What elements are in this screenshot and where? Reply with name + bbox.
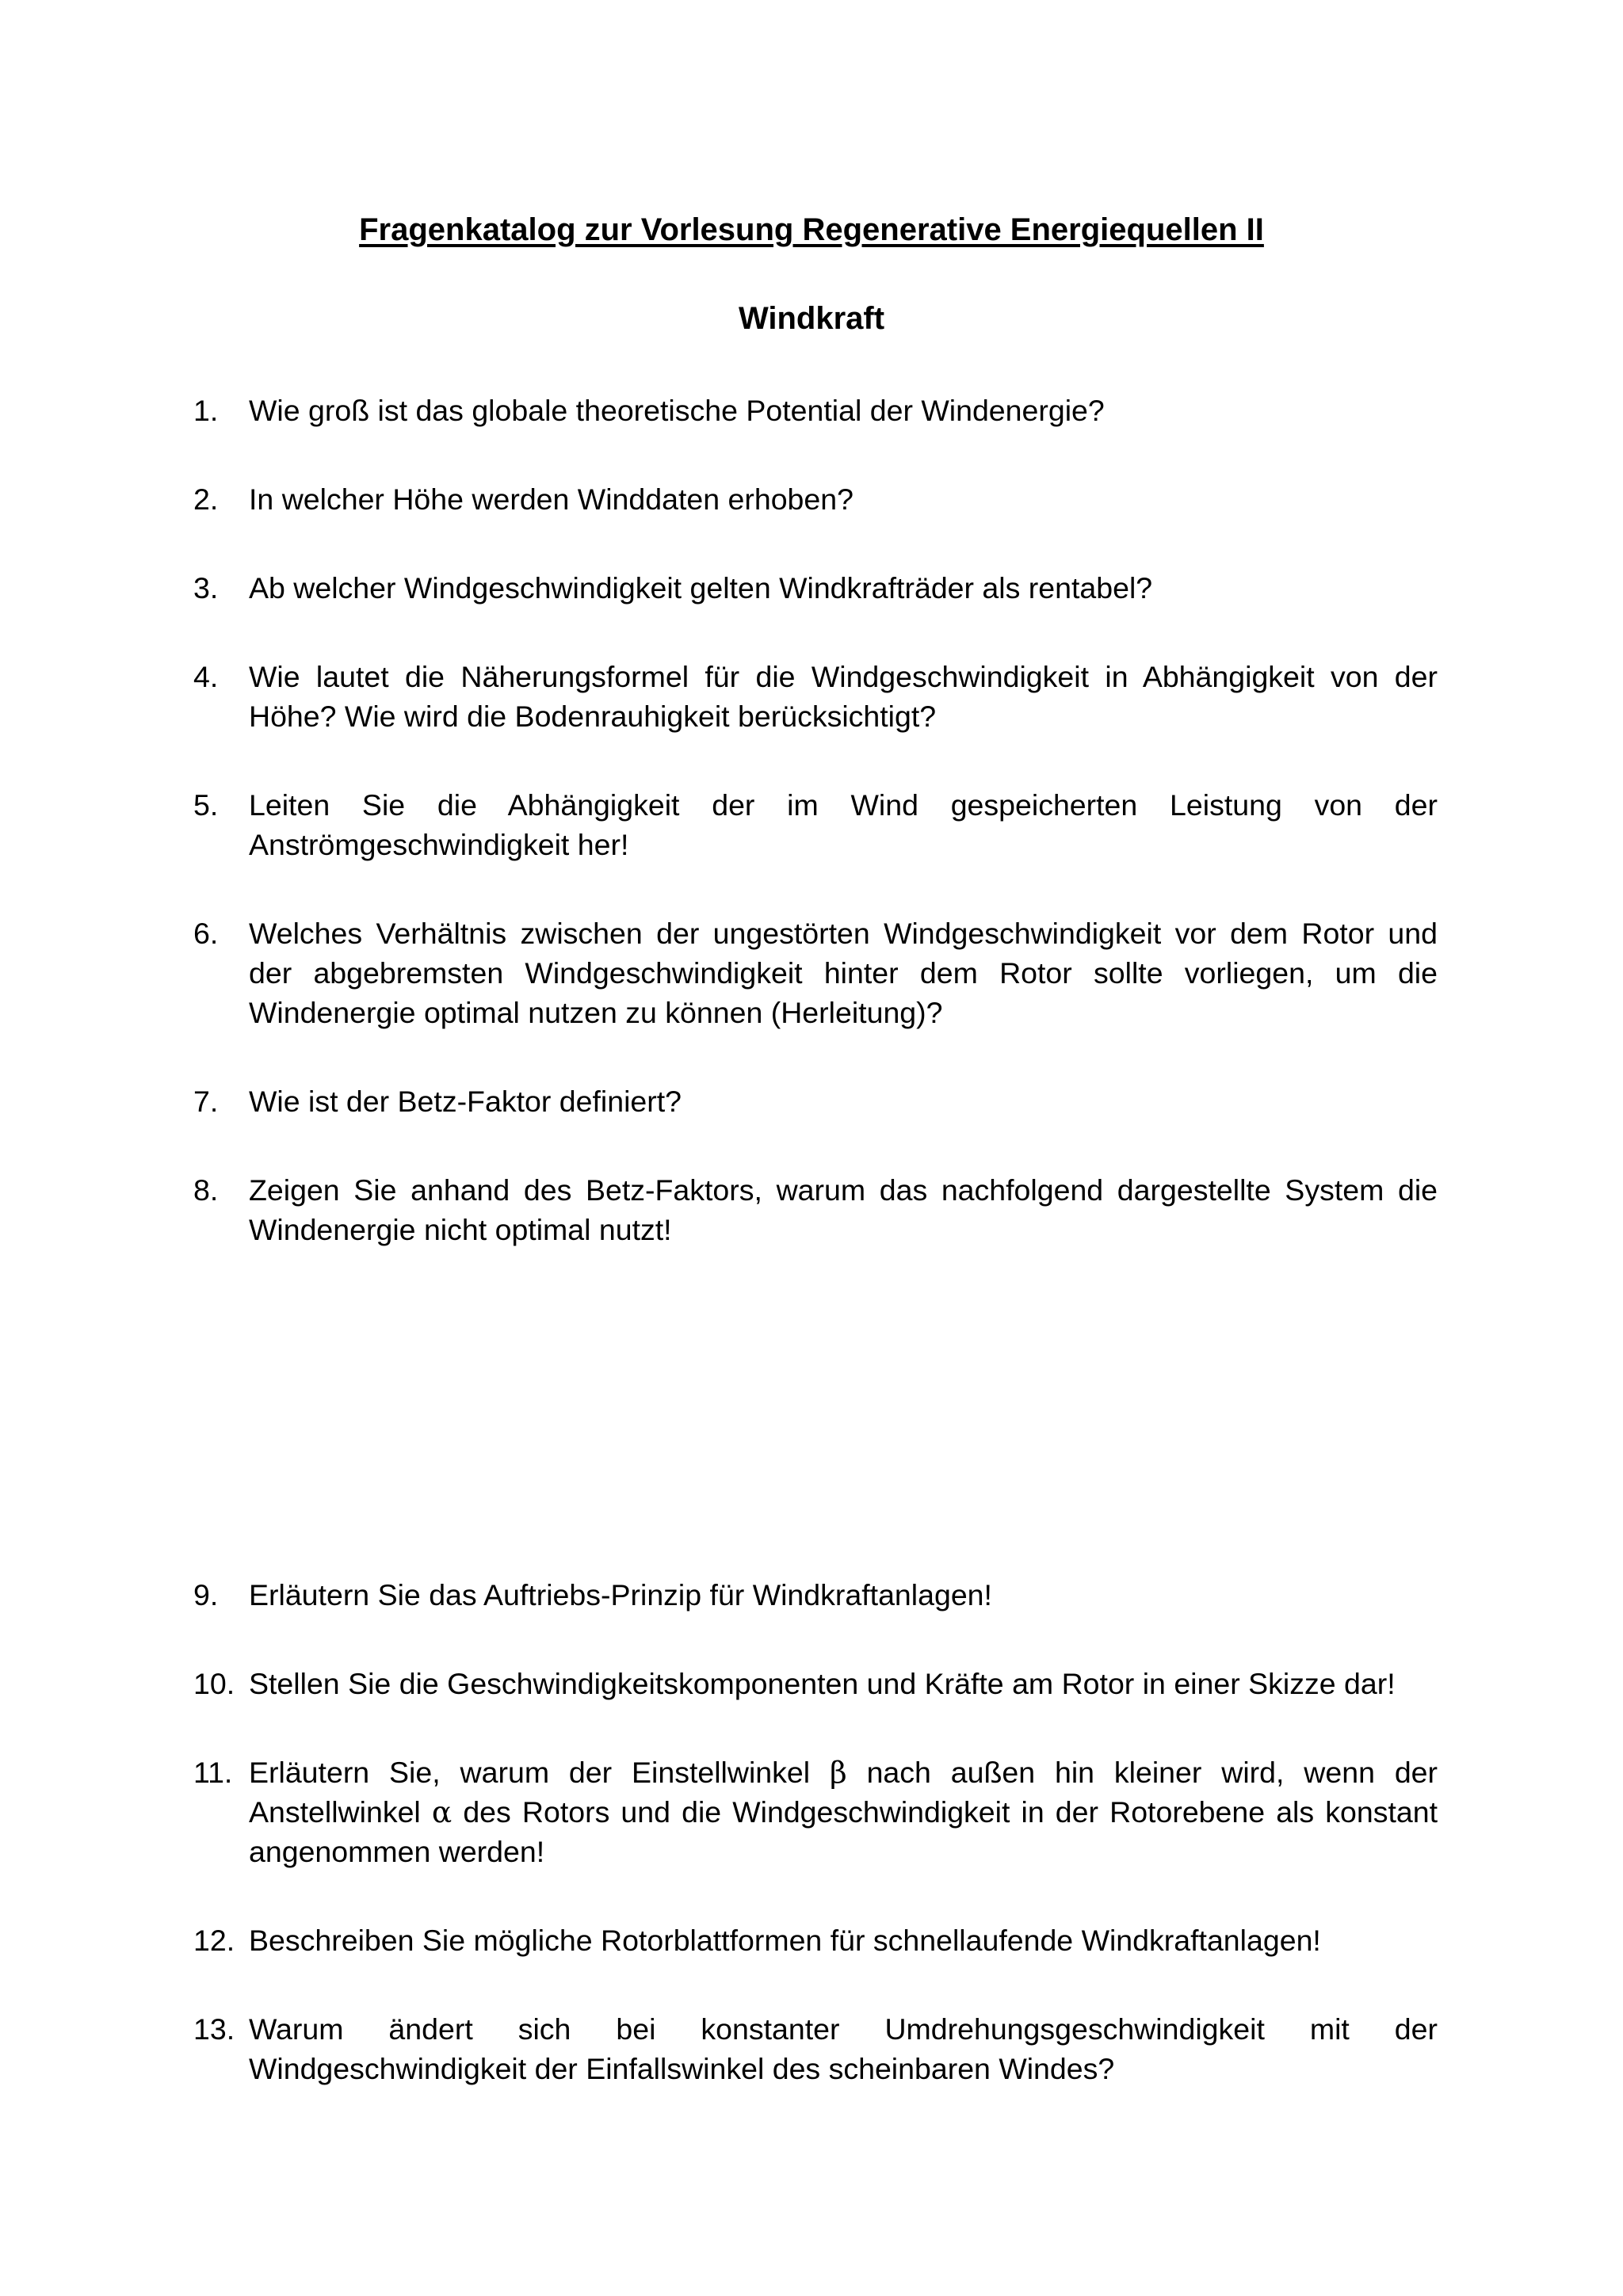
question-text: Wie groß ist das globale theoretische Potential der Windenergie? (249, 394, 1105, 427)
question-item (193, 785, 1438, 864)
question-text: Wie ist der Betz-Faktor definiert? (249, 1085, 682, 1118)
alpha-symbol: α (431, 1794, 453, 1829)
question-text: Zeigen Sie anhand des Betz-Faktors, warum das nachfolgend dargestellte System die Windenergie nicht optimal nutzt! (249, 1173, 1438, 1246)
question-text: Welches Verhältnis zwischen der ungestörten Windgeschwindigkeit vor dem Rotor und der abgebremsten Windgeschwindigkeit hinter dem Rotor sollte vorliegen, um die Windenergie optimal nutzen zu können (Herleitung)? (249, 917, 1438, 1029)
question-item (193, 479, 1438, 519)
question-text: Erläutern Sie das Auftriebs-Prinzip für Windkraftanlagen! (249, 1578, 992, 1611)
question-text: Stellen Sie die Geschwindigkeitskomponenten und Kräfte am Rotor in einer Skizze dar! (249, 1667, 1396, 1700)
question-text-part: Erläutern Sie, warum der Einstellwinkel (249, 1756, 811, 1789)
question-number: 9. (193, 1578, 219, 1611)
section-heading: Windkraft (738, 301, 885, 336)
question-text: Beschreiben Sie mögliche Rotorblattformen für schnellaufende Windkraftanlagen! (249, 1924, 1321, 1957)
question-item (193, 1575, 1438, 1615)
question-text: Leiten Sie die Abhängigkeit der im Wind gespeicherten Leistung von der Anströmgeschwindigkeit her! (249, 788, 1438, 861)
question-number: 10. (193, 1667, 235, 1700)
question-number: 11. (193, 1756, 233, 1789)
question-text: Wie lautet die Näherungsformel für die Windgeschwindigkeit in Abhängigkeit von der Höhe? Wie wird die Bodenrauhigkeit berücksichtigt? (249, 660, 1438, 733)
question-item (193, 657, 1438, 736)
question-text: Ab welcher Windgeschwindigkeit gelten Windkrafträder als rentabel? (249, 571, 1153, 605)
question-number: 13. (193, 2012, 235, 2046)
question-text: In welcher Höhe werden Winddaten erhoben? (249, 482, 854, 516)
question-item (193, 568, 1438, 608)
document-title: Fragenkatalog zur Vorlesung Regenerative Energiequellen II (359, 212, 1264, 247)
question-number: 5. (193, 788, 219, 822)
question-item (193, 1753, 1438, 1871)
question-number: 1. (193, 394, 219, 427)
question-text (249, 1753, 1438, 1871)
question-text-part: des Rotors und die Windgeschwindigkeit in der Rotorebene als konstant angenommen werden! (249, 1795, 1438, 1868)
question-number: 4. (193, 660, 219, 693)
question-number: 3. (193, 571, 219, 605)
question-text-part: nach außen hin kleiner wird, wenn der Anstellwinkel (249, 1756, 1438, 1829)
question-item (193, 1170, 1438, 1249)
question-text: Warum ändert sich bei konstanter Umdrehungsgeschwindigkeit mit der Windgeschwindigkeit der Einfallswinkel des scheinbaren Windes? (249, 2012, 1438, 2085)
question-item (193, 1081, 1438, 1121)
question-item (193, 1920, 1438, 1960)
question-number: 8. (193, 1173, 219, 1207)
question-item (193, 1664, 1438, 1703)
question-number: 12. (193, 1924, 235, 1957)
question-item (193, 391, 1438, 430)
question-number: 6. (193, 917, 219, 950)
beta-symbol: β (830, 1755, 847, 1790)
question-item (193, 2009, 1438, 2088)
question-number: 2. (193, 482, 219, 516)
question-item (193, 913, 1438, 1032)
question-number: 7. (193, 1085, 219, 1118)
